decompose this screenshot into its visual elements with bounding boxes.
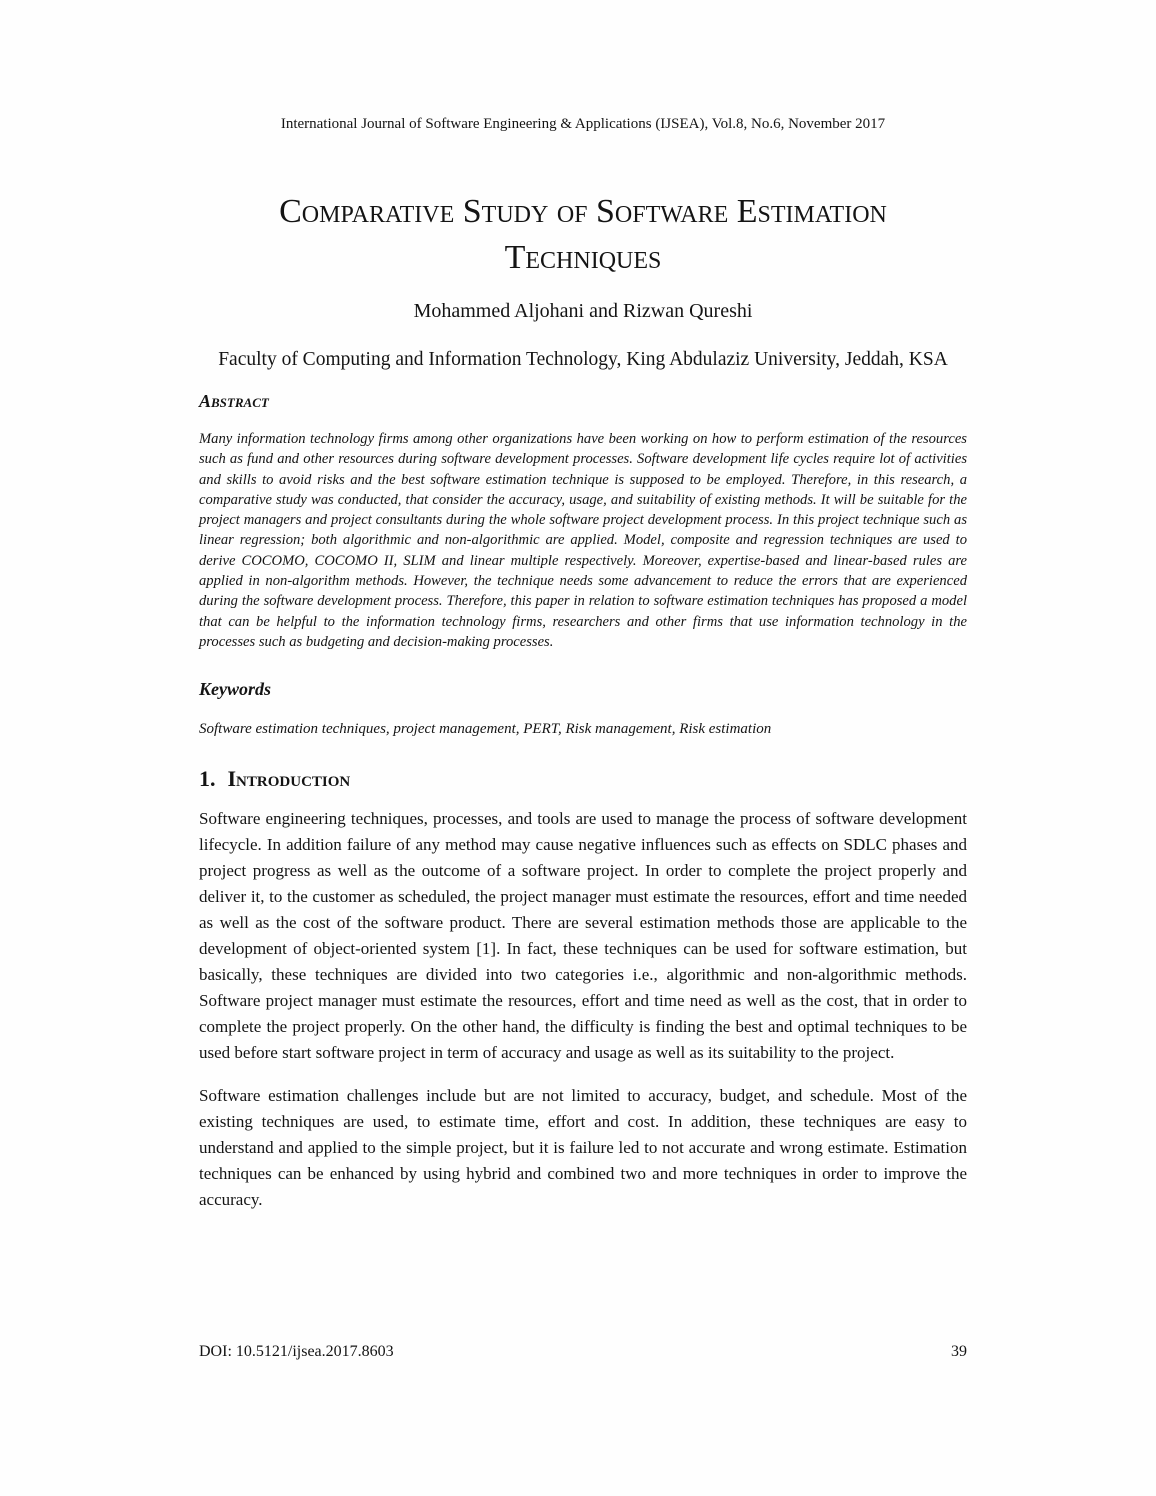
page-number: 39: [951, 1343, 967, 1360]
introduction-paragraph-1: Software engineering techniques, processes, and tools are used to manage the process of software development lifecycle. In addition failure of any method may cause negative influences such as effects on SDLC phases and project progress as well as the outcome of a software project. In order to complete the project properly and deliver it, to the customer as scheduled, the project manager must estimate the resources, effort and time needed as well as the cost of the software product. There are several estimation methods those are applicable to the development of object-oriented system [1]. In fact, these techniques can be used for software estimation, but basically, these techniques are divided into two categories i.e., algorithmic and non-algorithmic methods. Software project manager must estimate the resources, effort and time need as well as the cost, that in order to complete the project properly. On the other hand, the difficulty is finding the best and optimal techniques to be used before start software project in term of accuracy and usage as well as its suitability to the project.: [199, 809, 967, 1063]
paper-title: Comparative Study of Software Estimation Techniques: [279, 193, 887, 276]
section-heading-introduction: [199, 766, 967, 792]
section-number: 1.: [199, 766, 216, 792]
introduction-paragraph-2: Software estimation challenges include but are not limited to accuracy, budget, and schedule. Most of the existing techniques are used, to estimate time, effort and cost. In addition, these techniques are easy to understand and applied to the simple project, but it is failure led to not accurate and wrong estimate. Estimation techniques can be enhanced by using hybrid and combined two and more techniques in order to improve the accuracy.: [199, 1086, 967, 1210]
journal-header: International Journal of Software Engineering & Applications (IJSEA), Vol.8, No.6, November 2017: [280, 116, 886, 132]
authors-line: Mohammed Aljohani and Rizwan Qureshi: [413, 300, 753, 322]
doi-text: DOI: 10.5121/ijsea.2017.8603: [199, 1343, 394, 1360]
abstract-heading: Abstract: [199, 391, 269, 411]
keywords-body: Software estimation techniques, project management, PERT, Risk management, Risk estimation: [199, 721, 772, 738]
abstract-body: Many information technology firms among other organizations have been working on how to perform estimation of the resources such as fund and other resources during software development processes. Software development life cycles require lot of activities and skills to avoid risks and the best software estimation technique is supposed to be employed. Therefore, in this research, a comparative study was conducted, that consider the accuracy, usage, and suitability of existing methods. It will be suitable for the project managers and project consultants during the whole software project development process. In this project technique such as linear regression; both algorithmic and non-algorithmic are applied. Model, composite and regression techniques are used to derive COCOMO, COCOMO II, SLIM and linear multiple respectively. Moreover, expertise-based and linear-based rules are applied in non-algorithm methods. However, the technique needs some advancement to reduce the errors that are experienced during the software development process. Therefore, this paper in relation to software estimation techniques has proposed a model that can be helpful to the information technology firms, researchers and other firms that use information technology in the processes such as budgeting and decision-making processes.: [199, 431, 967, 650]
keywords-heading: Keywords: [199, 679, 271, 700]
page-footer: [199, 1342, 967, 1362]
affiliation-line: Faculty of Computing and Information Technology, King Abdulaziz University, Jeddah, KSA: [218, 349, 948, 370]
section-title-introduction: Introduction: [227, 766, 351, 792]
